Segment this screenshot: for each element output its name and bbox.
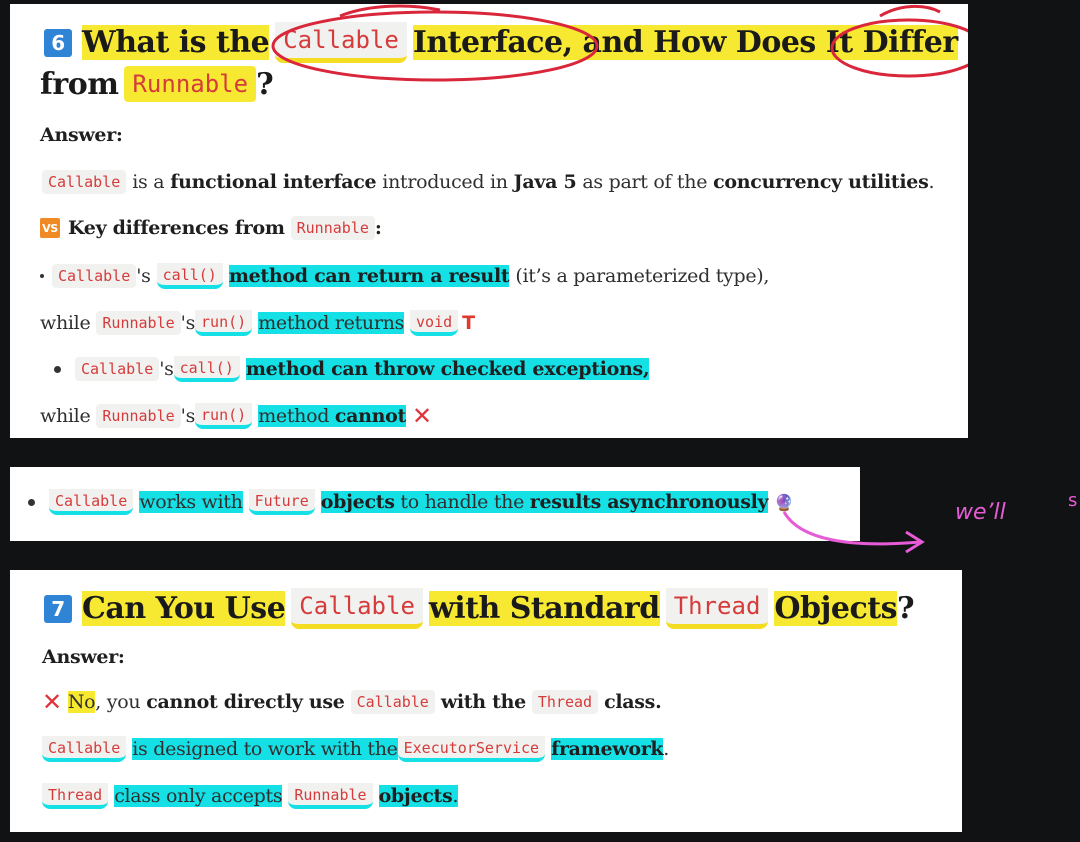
q7-l3-code-runnable: Runnable — [288, 783, 372, 809]
q7-line-3 — [42, 783, 458, 809]
q7-l1-code-callable: Callable — [351, 690, 435, 714]
future-callout-card — [10, 467, 860, 541]
q6-intro-line — [42, 170, 934, 194]
q6-title-line1 — [44, 22, 958, 63]
q6-title-part4: ? — [256, 66, 274, 102]
question-7-card — [10, 570, 962, 832]
q7-title-part4: ? — [896, 591, 915, 626]
b2-code-callable: Callable — [75, 357, 159, 381]
bullet-1-line — [40, 263, 769, 289]
q7-no: No — [67, 691, 96, 713]
bullet-dot — [28, 499, 35, 506]
intro-text-1: is a — [132, 171, 165, 193]
callout-text-works-with: works with — [139, 491, 243, 513]
key-differences-label: Key differences from — [68, 217, 285, 239]
bullet-dot — [40, 274, 44, 278]
q7-l1-text3: with the — [440, 691, 526, 713]
q7-l3-code-thread: Thread — [42, 783, 108, 809]
b1-code-callable: Callable — [52, 264, 136, 288]
bullet-dot — [54, 366, 61, 373]
intro-code-callable: Callable — [42, 170, 126, 194]
b2w-text-cannot: cannot — [334, 405, 407, 427]
bullet-2-while-line — [40, 403, 432, 429]
b2w-possessive: 's — [180, 405, 196, 427]
q6-title-code-runnable: Runnable — [124, 66, 256, 102]
q6-title-part3: from — [40, 66, 119, 102]
b1w-text-method-returns: method returns — [258, 312, 405, 334]
b1w-code-void: void — [410, 310, 458, 336]
b1-code-call: call() — [157, 263, 223, 289]
q7-line-1 — [42, 690, 661, 714]
keydiff-colon: : — [374, 217, 382, 239]
question-6-card — [10, 4, 968, 438]
q7-l1-text4: class. — [604, 691, 662, 713]
b2-text-throw-checked: method can throw checked exceptions, — [245, 358, 650, 380]
b1w-code-run: run() — [195, 310, 252, 336]
cross-mark-icon: ✕ — [42, 688, 62, 716]
q6-title-part2: Interface, and How Does It Differ — [412, 25, 958, 60]
q7-l3-text1: class only accepts — [114, 785, 283, 807]
callout-text-to-handle: to handle the — [400, 491, 525, 513]
q7-l2-text1: is designed to work with the — [132, 738, 398, 760]
cross-mark-icon: ✕ — [412, 402, 432, 430]
circle-callable-tail — [340, 6, 440, 16]
b1-possessive: 's — [136, 265, 151, 287]
q7-title-code-callable: Callable — [291, 588, 423, 629]
crystal-ball-icon: 🔮 — [774, 492, 794, 512]
intro-text-6: concurrency utilities — [713, 171, 929, 193]
q6-title-part1: What is the — [82, 25, 270, 60]
b2w-text-method: method — [258, 405, 330, 427]
callout-line — [28, 489, 794, 515]
b1-text-return-result: method can return a result — [228, 265, 510, 287]
intro-text-3: introduced in — [382, 171, 508, 193]
b2w-code-run: run() — [195, 403, 252, 429]
q6-title-code-callable: Callable — [275, 22, 407, 63]
vs-icon: VS — [40, 218, 60, 238]
callout-code-future: Future — [249, 489, 315, 515]
q7-l2-code-callable: Callable — [42, 736, 126, 762]
b1w-code-runnable: Runnable — [96, 311, 180, 335]
q7-l3-text2: objects — [378, 785, 453, 807]
q6-title-line2 — [40, 66, 273, 102]
q7-l2-text2: framework — [551, 738, 664, 760]
b2-code-call: call() — [174, 356, 240, 382]
q7-line-2 — [42, 736, 669, 762]
callout-text-objects: objects — [320, 491, 395, 513]
number-6-badge: 6 — [44, 29, 72, 57]
q7-l1-code-thread: Thread — [532, 690, 598, 714]
b1w-possessive: 's — [180, 312, 196, 334]
key-differences-line — [40, 216, 382, 240]
keydiff-code-runnable: Runnable — [291, 216, 375, 240]
callout-code-callable: Callable — [49, 489, 133, 515]
intro-text-4: Java 5 — [513, 171, 577, 193]
b2w-code-runnable: Runnable — [96, 404, 180, 428]
q6-answer-label: Answer: — [40, 124, 123, 146]
b1w-while: while — [40, 312, 91, 334]
intro-text-5: as part of the — [582, 171, 708, 193]
q7-l1-text2: cannot directly use — [146, 691, 345, 713]
bullet-1-while-line — [40, 310, 475, 336]
bullet-2-line — [54, 356, 649, 382]
b1-text-parameterized: (it’s a parameterized type), — [515, 265, 770, 287]
b2-possessive: 's — [159, 358, 174, 380]
emoji-t-icon: T — [462, 312, 475, 334]
intro-text-7: . — [928, 171, 935, 193]
q7-title-line — [44, 588, 914, 629]
q7-answer-label: Answer: — [42, 646, 125, 668]
handwritten-note-2: s — [1068, 490, 1078, 511]
circle-differ-tail — [880, 6, 940, 16]
q7-l3-text3: . — [452, 785, 459, 807]
handwritten-note: we’ll — [955, 500, 1006, 525]
q7-l2-text3: . — [663, 738, 670, 760]
q7-title-part2: with Standard — [428, 591, 660, 626]
q7-title-part1: Can You Use — [82, 591, 286, 626]
number-7-badge: 7 — [44, 595, 72, 623]
pink-arrow-head — [906, 532, 922, 552]
callout-text-results-async: results asynchronously — [529, 491, 769, 513]
q7-title-code-thread: Thread — [666, 588, 769, 629]
q7-l2-code-executorservice: ExecutorService — [398, 736, 545, 762]
b2w-while: while — [40, 405, 91, 427]
intro-text-2: functional interface — [170, 171, 377, 193]
q7-title-part3: Objects — [774, 591, 897, 626]
q7-l1-text1: , you — [95, 691, 141, 713]
